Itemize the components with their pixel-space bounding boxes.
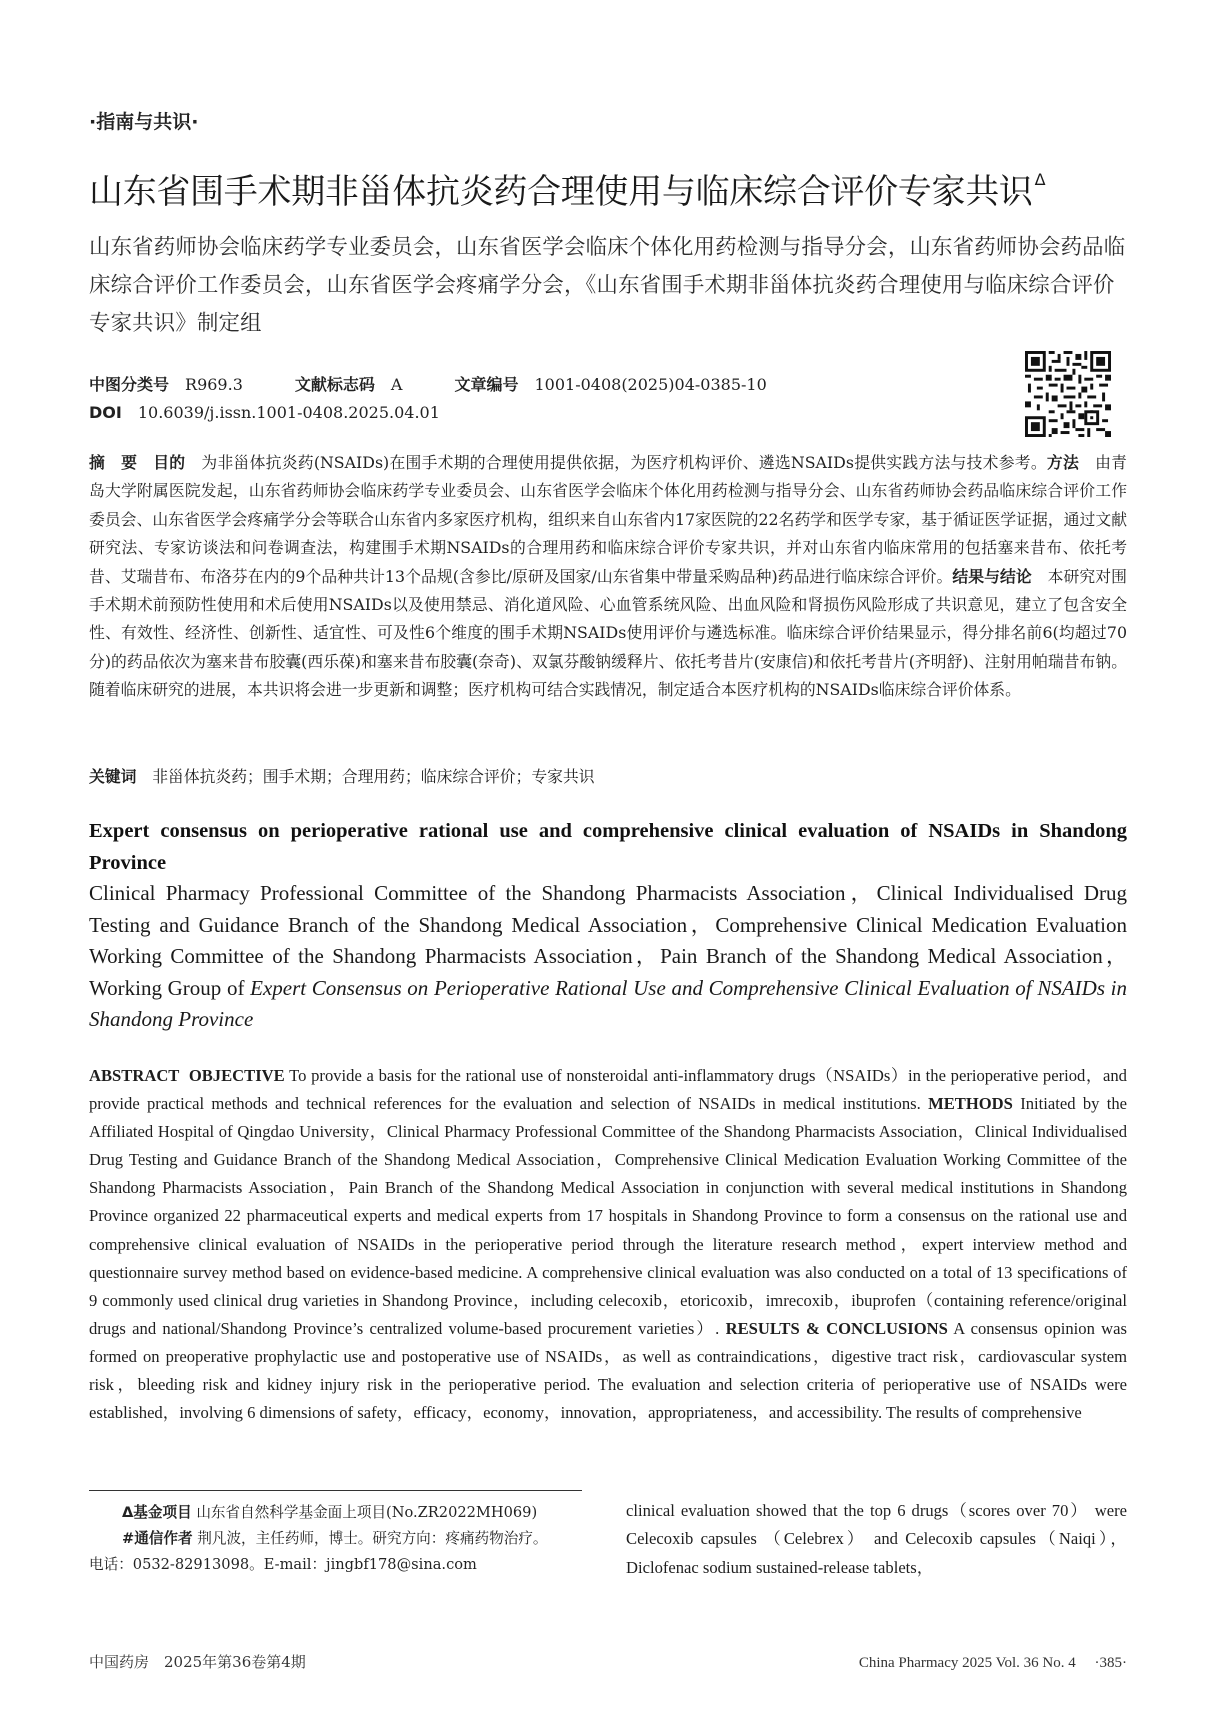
doi-value[interactable]: 10.6039/j.issn.1001-0408.2025.04.01 bbox=[137, 403, 440, 422]
abstract-en-results-label: RESULTS & CONCLUSIONS bbox=[725, 1318, 948, 1338]
paper-title-en: Expert consensus on perioperative rational use and comprehensive clinical evaluation of NSAIDs in Shandong Province bbox=[89, 820, 1127, 874]
corr-text: 荆凡波，主任药师，博士。研究方向：疼痛药物治疗。 bbox=[197, 1530, 548, 1547]
abstract-en-methods: Initiated by the Affiliated Hospital of Qingdao University，Clinical Pharmacy Professional Committee of the Shandong Pharmacists Association，Clinical Individualised Drug Testing and Guidance Branch of the Shandong Medical Association，Comprehensive Clinical Medication Evaluation Working Committee of the Shandong Pharmacists Association，Pain Branch of the Shandong Medical Association in conjunction with several medical institutions in Shandong Province organized 22 pharmaceutical experts and medical experts from 17 hospitals in Shandong Province to form a consensus on the rational use and comprehensive clinical evaluation of NSAIDs in the perioperative period through the literature research method，expert interview method and questionnaire survey method based on evidence-based medicine. A comprehensive clinical evaluation was also conducted on a total of 13 specifications of 9 commonly used clinical drug varieties in Shandong Province，including celecoxib，etoricoxib，imrecoxib，ibuprofen（containing reference/original drugs and national/Shandong Province’s centralized volume-based procurement varieties）. bbox=[89, 1094, 1128, 1338]
abstract-cn-heading: 摘 要 bbox=[89, 453, 138, 472]
doc-code-value: A bbox=[390, 375, 403, 394]
paper-title-text: 山东省围手术期非甾体抗炎药合理使用与临床综合评价专家共识 bbox=[89, 172, 1033, 212]
doi-label: DOI bbox=[89, 403, 122, 422]
paper-title bbox=[89, 156, 1045, 216]
footer-journal-en: China Pharmacy 2025 Vol. 36 No. 4 ·385· bbox=[858, 1655, 1127, 1671]
paper-page bbox=[89, 0, 1127, 1731]
article-no-value: 1001-0408(2025)04-0385-10 bbox=[534, 375, 767, 394]
abstract-en-objective-label: OBJECTIVE bbox=[188, 1066, 285, 1085]
abstract-cn-results-label: 结果与结论 bbox=[952, 566, 1032, 586]
abstract-en-results: A consensus opinion was formed on preoperative prophylactic use and postoperative use of NSAIDs，as well as contraindications，digestive tract risk，cardiovascular system risk，bleeding risk and kidney injury risk in the perioperative period. The evaluation and selection criteria of perioperative use of NSAIDs were established，involving 6 dimensions of safety，efficacy，economy，innovation，appropriateness，and accessibility. The results of comprehensive bbox=[89, 1318, 1127, 1423]
authors-cn: 山东省药师协会临床药学专业委员会，山东省医学会临床个体化用药检测与指导分会，山东省药师协会药品临床综合评价工作委员会，山东省医学会疼痛学分会，《山东省围手术期非甾体抗炎药合理使用与临床综合评价专家共识》制定组 bbox=[89, 235, 1126, 336]
abstract-cn-objective: 为非甾体抗炎药(NSAIDs)在围手术期的合理使用提供依据，为医疗机构评价、遴选NSAIDs提供实践方法与技术参考。 bbox=[201, 453, 1047, 472]
abstract-cn-methods: 由青岛大学附属医院发起，山东省药师协会临床药学专业委员会、山东省医学会临床个体化用药检测与指导分会、山东省药师协会药品临床综合评价工作委员会、山东省医学会疼痛学分会等联合山东省内多家医疗机构，组织来自山东省内17家医院的22名药学和医学专家，基于循证医学证据，通过文献研究法、专家访谈法和问卷调查法，构建围手术期NSAIDs的合理用药和临床综合评价专家共识，并对山东省内临床常用的包括塞来昔布、依托考昔、艾瑞昔布、布洛芬在内的9个品种共计13个品规(含参比/原研及国家/山东省集中带量采购品种)药品进行临床综合评价。 bbox=[89, 453, 1127, 586]
abstract-cn bbox=[89, 449, 1127, 705]
authors-en-italic: Expert Consensus on Perioperative Rational Use and Comprehensive Clinical Evaluation of NSAIDs in Shandong Province bbox=[89, 975, 1127, 1031]
footnote-fund bbox=[89, 1500, 589, 1526]
authors-en-plain: Clinical Pharmacy Professional Committee of the Shandong Pharmacists Association，Clinical Individualised Drug Testing and Guidance Branch of the Shandong Medical Association，Comprehensive Clinical Medication Evaluation Working Committee of the Shandong Pharmacists Association，Pain Branch of the Shandong Medical Association，Working Group of bbox=[89, 881, 1127, 1000]
abstract-cn-objective-label: 目的 bbox=[153, 453, 186, 472]
clc-label: 中图分类号 bbox=[89, 375, 170, 394]
authors-en bbox=[89, 878, 1127, 1036]
abstract-cn-results: 本研究对围手术期术前预防性使用和术后使用NSAIDs以及使用禁忌、消化道风险、心血管系统风险、出血风险和肾损伤风险形成了共识意见，建立了包含安全性、有效性、经济性、创新性、适宜性、可及性6个维度的围手术期NSAIDs使用评价与遴选标准。临床综合评价结果显示，得分排名前6(均超过70分)的药品依次为塞来昔布胶囊(西乐葆)和塞来昔布胶囊(奈奇)、双氯芬酸钠缓释片、依托考昔片(安康信)和依托考昔片(齐明舒)、注射用帕瑞昔布钠。随着临床研究的进展，本共识将会进一步更新和调整；医疗机构可结合实践情况，制定适合本医疗机构的NSAIDs临床综合评价体系。 bbox=[89, 566, 1127, 700]
column-label: ·指南与共识· bbox=[89, 111, 199, 133]
abstract-en-heading: ABSTRACT bbox=[89, 1066, 180, 1085]
footnotes bbox=[89, 1500, 589, 1578]
corr-label: #通信作者 bbox=[122, 1530, 193, 1547]
meta-row-2 bbox=[89, 399, 767, 427]
abstract-en bbox=[89, 1062, 1127, 1427]
abstract-en-objective: To provide a basis for the rational use of nonsteroidal anti-inflammatory drugs（NSAIDs）in the perioperative period，and provide practical methods and technical references for the evaluation and selection of NSAIDs in medical institutions. bbox=[89, 1066, 1127, 1114]
keywords-cn bbox=[89, 763, 595, 791]
article-meta bbox=[89, 371, 767, 427]
fund-label: Δ基金项目 bbox=[122, 1504, 192, 1521]
clc-value: R969.3 bbox=[185, 375, 243, 394]
footnote-corresponding bbox=[89, 1526, 589, 1552]
footer-journal-cn: 中国药房 2025年第36卷第4期 bbox=[89, 1653, 306, 1671]
title-footnote-mark: Δ bbox=[1034, 170, 1046, 189]
keywords-cn-value: 非甾体抗炎药；围手术期；合理用药；临床综合评价；专家共识 bbox=[152, 767, 595, 786]
footnote-divider bbox=[89, 1490, 582, 1491]
doc-code-label: 文献标志码 bbox=[294, 375, 375, 394]
abstract-cn-methods-label: 方法 bbox=[1046, 453, 1080, 472]
meta-row-1 bbox=[89, 371, 767, 399]
abstract-en-methods-label: METHODS bbox=[928, 1094, 1013, 1114]
keywords-cn-label: 关键词 bbox=[89, 767, 137, 786]
abstract-en-continued: clinical evaluation showed that the top 6 drugs（scores over 70） were Celecoxib capsules （Celebrex） and Celecoxib capsules（Naiqi），Diclofenac sodium sustained-release tablets， bbox=[626, 1501, 1127, 1577]
qr-code-icon[interactable] bbox=[1025, 351, 1111, 437]
article-no-label: 文章编号 bbox=[454, 375, 519, 394]
footnote-contact[interactable]: 电话：0532-82913098。E-mail：jingbf178@sina.com bbox=[89, 1556, 477, 1573]
fund-text: 山东省自然科学基金面上项目(No.ZR2022MH069) bbox=[196, 1504, 538, 1521]
